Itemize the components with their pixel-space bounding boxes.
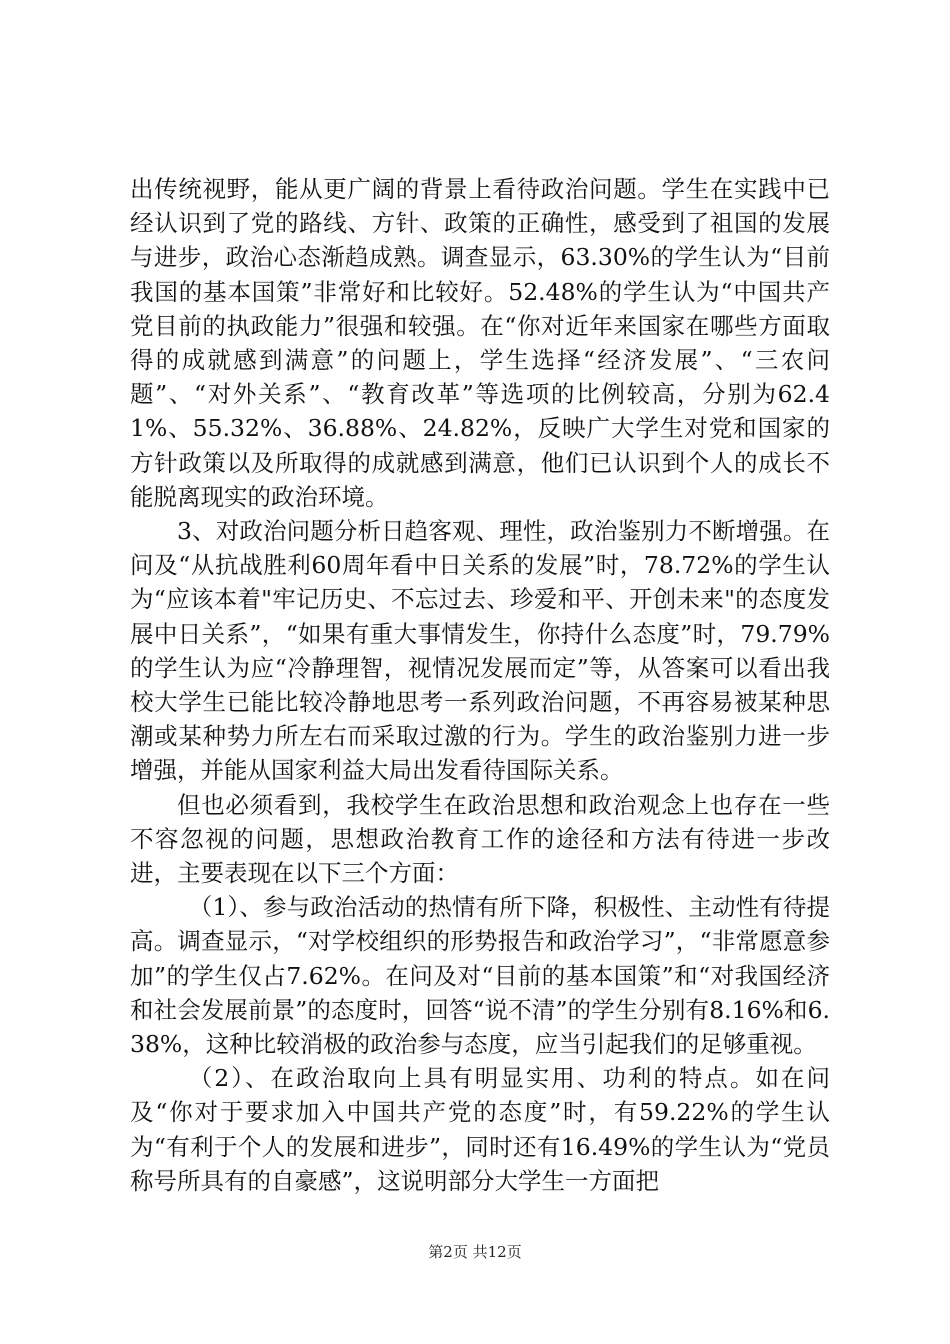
paragraph-problems-intro: 但也必须看到，我校学生在政治思想和政治观念上也存在一些不容忽视的问题，思想政治教育工作的途径和方法有待进一步改进，主要表现在以下三个方面：: [130, 790, 830, 888]
paragraph-point-3: 3、对政治问题分析日趋客观、理性，政治鉴别力不断增强。在问及“从抗战胜利60周年看中日关系的发展”时，78.72%的学生认为“应该本着"牢记历史、不忘过去、珍爱和平、开创未来"的态度发展中日关系”，“如果有重大事情发生，你持什么态度”时，79.79%的学生认为应“冷静理智，视情况发展而定”等，从答案可以看出我校大学生已能比较冷静地思考一系列政治问题，不再容易被某种思潮或某种势力所左右而采取过激的行为。学生的政治鉴别力进一步增强，并能从国家利益大局出发看待国际关系。: [130, 517, 830, 785]
paragraph-continuation: 出传统视野，能从更广阔的背景上看待政治问题。学生在实践中已经认识到了党的路线、方针、政策的正确性，感受到了祖国的发展与进步，政治心态渐趋成熟。调查显示，63.30%的学生认为“目前我国的基本国策”非常好和比较好。52.48%的学生认为“中国共产党目前的执政能力”很强和较强。在“你对近年来国家在哪些方面取得的成就感到满意”的问题上，学生选择“经济发展”、“三农问题”、“对外关系”、“教育改革”等选项的比例较高，分别为62.41%、55.32%、36.88%、24.82%，反映广大学生对党和国家的方针政策以及所取得的成就感到满意，他们已认识到个人的成长不能脱离现实的政治环境。: [130, 175, 830, 511]
document-body: [130, 172, 830, 1198]
paragraph-problem-2: （2）、在政治取向上具有明显实用、功利的特点。如在问及“你对于要求加入中国共产党的态度”时，有59.22%的学生认为“有利于个人的发展和进步”，同时还有16.49%的学生认为“党员称号所具有的自豪感”，这说明部分大学生一方面把: [130, 1064, 830, 1195]
page-number: 第2页 共12页: [428, 1243, 522, 1261]
paragraph-problem-1: （1）、参与政治活动的热情有所下降，积极性、主动性有待提高。调查显示，“对学校组织的形势报告和政治学习”，“非常愿意参加”的学生仅占7.62%。在问及对“目前的基本国策”和“对我国经济和社会发展前景”的态度时，回答“说不清”的学生分别有8.16%和6.38%，这种比较消极的政治参与态度，应当引起我们的足够重视。: [130, 893, 830, 1059]
